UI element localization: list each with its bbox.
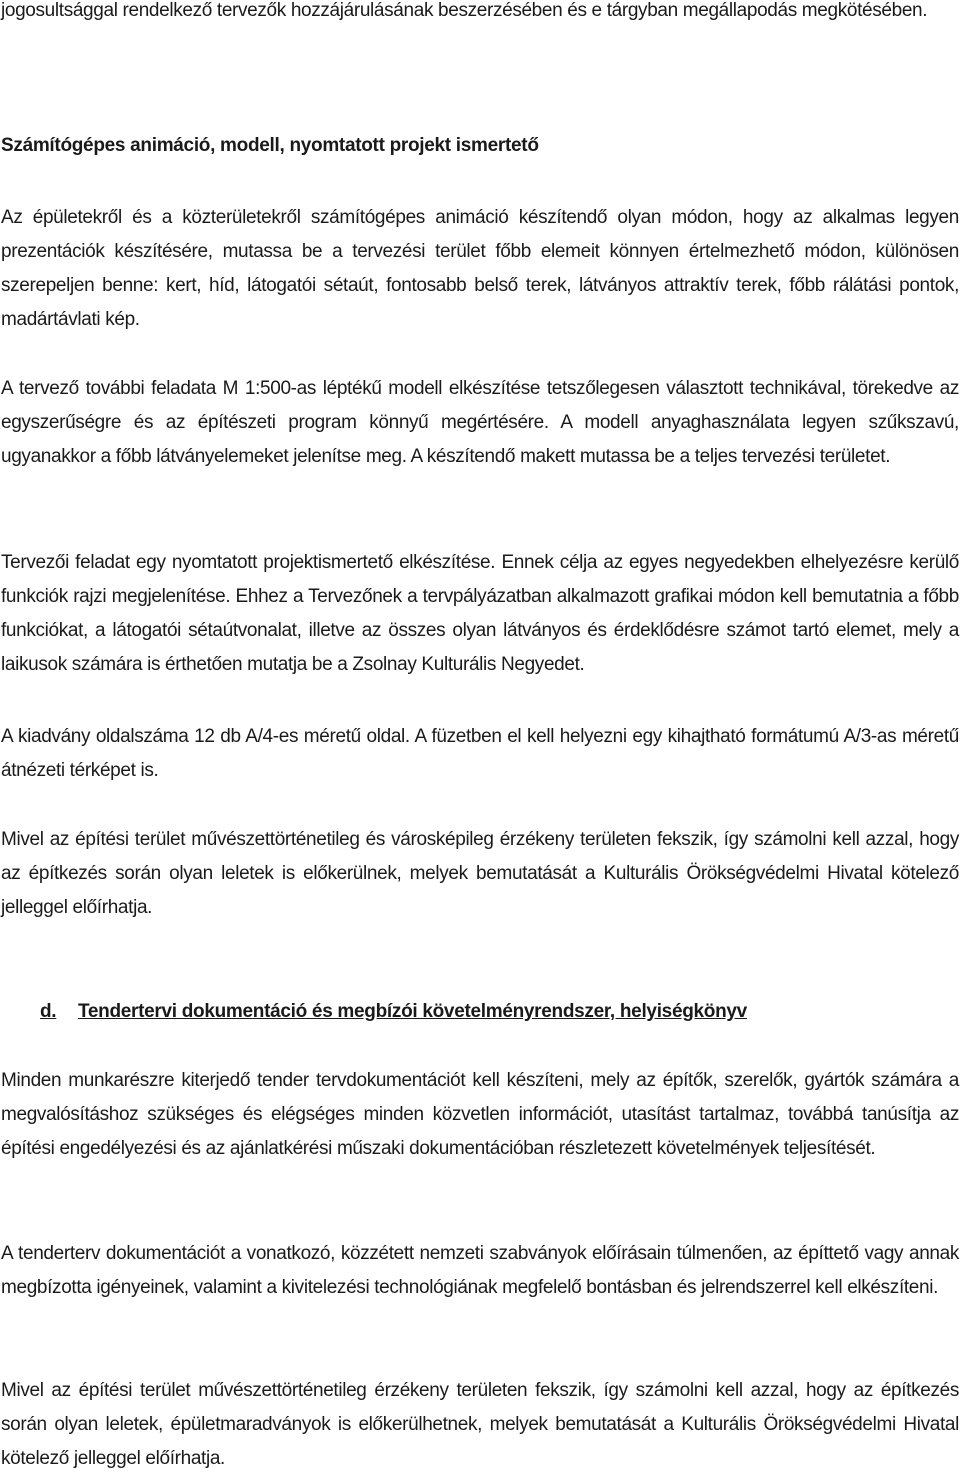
animation-paragraph: Az épületekről és a közterületekről számítógépes animáció készítendő olyan módon, hogy az alkalmas legyen prezentációk készítésére, mutassa be a tervezési terület főbb elemeit könnyen értelmezhető módon, különösen szerepeljen benne: kert, híd, látogatói sétaút, fontosabb belső terek, látványos attraktív terek, főbb rálátási pontok, madártávlati kép. xyxy=(1,207,959,330)
section-d-number: d. xyxy=(40,1001,57,1022)
section-d-title: Tendertervi dokumentáció és megbízói követelményrendszer, helyiségkönyv xyxy=(78,1001,747,1022)
heritage-paragraph-1: Mivel az építési terület művészettörténetileg és városképileg érzékeny területen fekszik, így számolni kell azzal, hogy az építkezés során olyan leletek is előkerülnek, melyek bemutatását a Kulturális Örökségvédelmi Hivatal kötelező jelleggel előírhatja. xyxy=(1,829,959,918)
intro-continuation-paragraph: jogosultsággal rendelkező tervezők hozzájárulásának beszerzésében és e tárgyban megállapodás megkötésében. xyxy=(1,0,928,21)
model-paragraph: A tervező további feladata M 1:500-as léptékű modell elkészítése tetszőlegesen választott technikával, törekedve az egyszerűségre és az építészeti program könnyű megértésére. A modell anyaghasználata legyen szűkszavú, ugyanakkor a főbb látványelemeket jelenítse meg. A készítendő makett mutassa be a teljes tervezési területet. xyxy=(1,378,959,467)
animation-heading: Számítógépes animáció, modell, nyomtatott projekt ismertető xyxy=(1,135,539,156)
brochure-pages-paragraph: A kiadvány oldalszáma 12 db A/4-es méretű oldal. A füzetben el kell helyezni egy kihajtható formátumú A/3-as méretű átnézeti térképet is. xyxy=(1,726,959,781)
section-d-heading xyxy=(40,995,747,1029)
brochure-paragraph: Tervezői feladat egy nyomtatott projektismertető elkészítése. Ennek célja az egyes negyedekben elhelyezésre kerülő funkciók rajzi megjelenítése. Ehhez a Tervezőnek a tervpályázatban alkalmazott grafikai módon kell bemutatnia a főbb funkciókat, a látogatói sétaútvonalat, illetve az összes olyan látványos és érdeklődésre számot tartó elemet, mely a laikusok számára is érthetően mutatja be a Zsolnay Kulturális Negyedet. xyxy=(1,552,959,675)
heritage-paragraph-2: Mivel az építési terület művészettörténetileg érzékeny területen fekszik, így számolni kell azzal, hogy az építkezés során olyan leletek, épületmaradványok is előkerülhetnek, melyek bemutatását a Kulturális Örökségvédelmi Hivatal kötelező jelleggel előírhatja. xyxy=(1,1380,959,1469)
tender-paragraph: Minden munkarészre kiterjedő tender tervdokumentációt kell készíteni, mely az építők, szerelők, gyártók számára a megvalósításhoz szükséges és elégséges minden közvetlen információt, utasítást tartalmaz, továbbá tanúsítja az építési engedélyezési és az ajánlatkérési műszaki dokumentációban részletezett követelmények teljesítését. xyxy=(1,1070,959,1159)
tender-standards-paragraph: A tenderterv dokumentációt a vonatkozó, közzétett nemzeti szabványok előírásain túlmenően, az építtető vagy annak megbízotta igényeinek, valamint a kivitelezési technológiának megfelelő bontásban és jelrendszerrel kell elkészíteni. xyxy=(1,1243,959,1298)
